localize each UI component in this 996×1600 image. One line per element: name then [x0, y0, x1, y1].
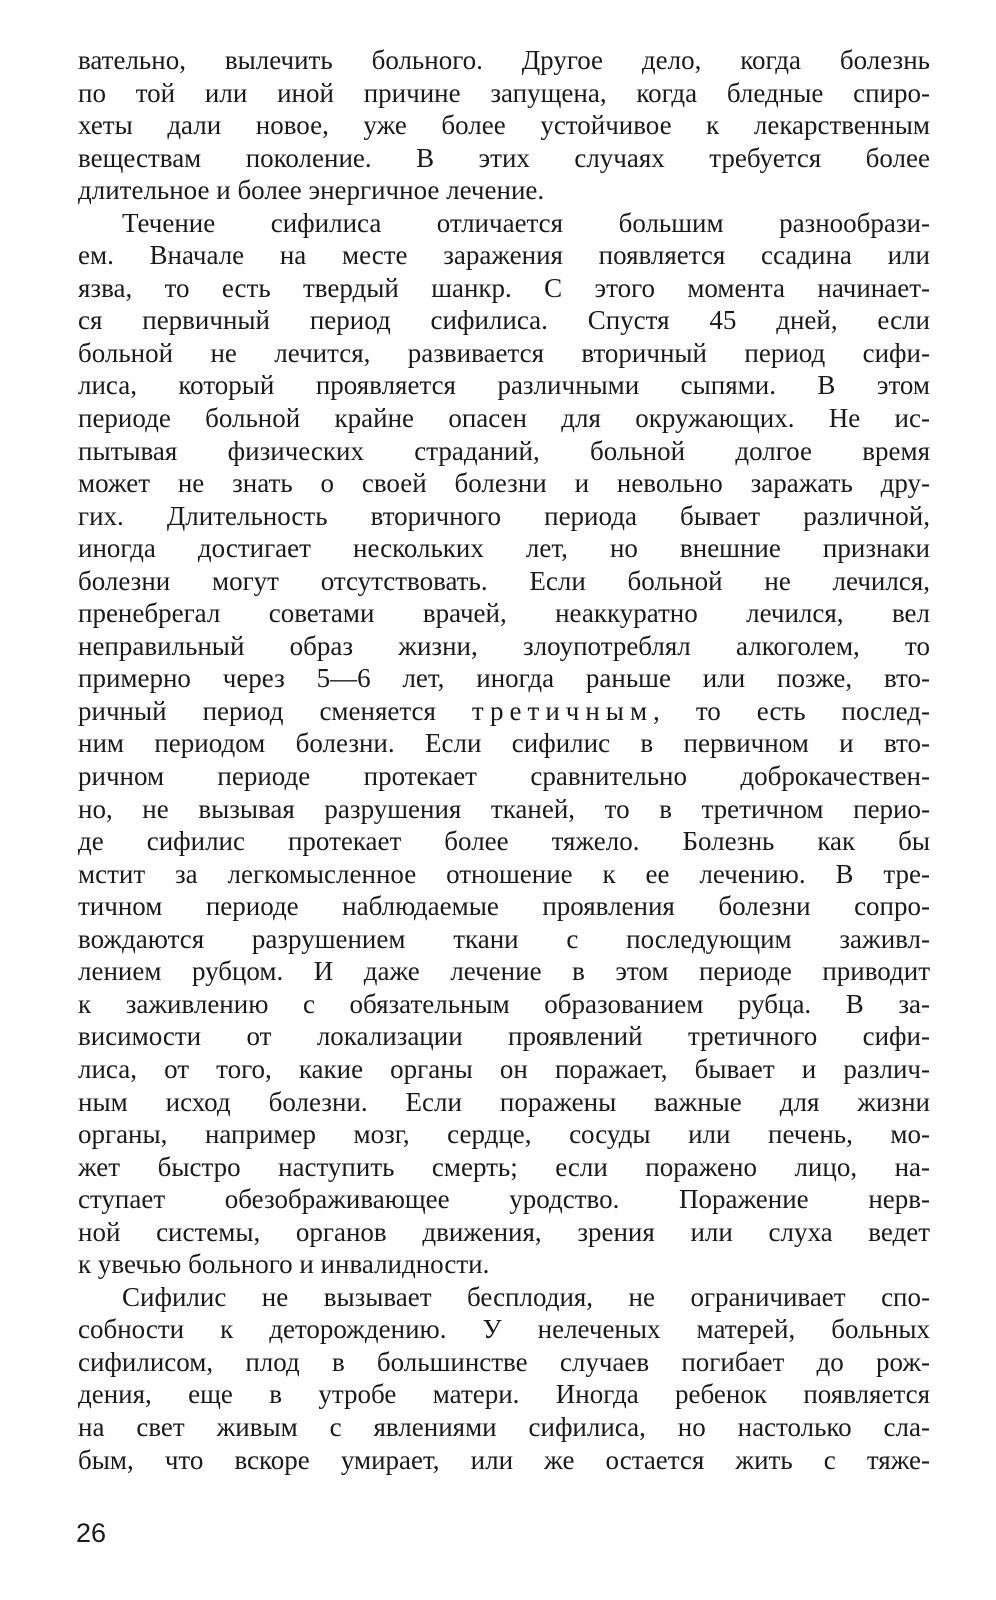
text-line: ним периодом болезни. Если сифилис в первичном и вто- [78, 728, 930, 759]
text-line: Течение сифилиса отличается большим разнообрази- [122, 207, 930, 238]
emphasized-term: третичным [471, 695, 654, 726]
text-line: ным исход болезни. Если поражены важные для жизни [78, 1086, 930, 1117]
text-line: лением рубцом. И даже лечение в этом периоде приводит [78, 956, 930, 987]
paragraph-3 [78, 1281, 930, 1476]
text-line: лиса, от того, какие органы он поражает, бывает и различ- [78, 1053, 930, 1084]
text-line: пренебрегал советами врачей, неаккуратно лечился, вел [78, 598, 930, 629]
text-line: длительное и более энергичное лечение. [78, 175, 545, 206]
text-line: собности к деторождению. У нелеченых матерей, больных [78, 1314, 930, 1345]
text-line: неправильный образ жизни, злоупотреблял алкоголем, то [78, 630, 930, 661]
text-line: вательно, вылечить больного. Другое дело, когда болезнь [78, 45, 930, 75]
text-line: органы, например мозг, сердце, сосуды или печень, мо- [78, 1119, 930, 1150]
text-line: висимости от локализации проявлений третичного сифи- [78, 1021, 930, 1052]
text-line [78, 695, 930, 728]
text-line: веществам поколение. В этих случаях требуется более [78, 142, 930, 173]
text-line: вождаются разрушением ткани с последующим заживл- [78, 923, 930, 954]
text-line: по той или иной причине запущена, когда бледные спиро- [78, 77, 930, 108]
text-line: ем. Вначале на месте заражения появляется ссадина или [78, 240, 930, 271]
text-line: дения, еще в утробе матери. Иногда ребенок появляется [78, 1379, 930, 1410]
text-line: жет быстро наступить смерть; если поражено лицо, на- [78, 1151, 930, 1182]
text-line: болезни могут отсутствовать. Если больной не лечился, [78, 565, 930, 596]
text-line: ной системы, органов движения, зрения или слуха ведет [78, 1216, 930, 1247]
text-line: хеты дали новое, уже более устойчивое к лекарственным [78, 110, 930, 141]
text-line: иногда достигает нескольких лет, но внешние признаки [78, 533, 930, 564]
text-line: к увечью больного и инвалидности. [78, 1249, 490, 1280]
document-page [78, 44, 930, 1476]
text-line: но, не вызывая разрушения тканей, то в третичном перио- [78, 793, 930, 824]
text-line: бым, что вскоре умирает, или же остается жить с тяже- [78, 1444, 930, 1475]
text-fragment: , то есть послед- [653, 695, 930, 726]
text-line: ся первичный период сифилиса. Спустя 45 дней, если [78, 305, 930, 336]
text-line: де сифилис протекает более тяжело. Болезнь как бы [78, 826, 930, 857]
paragraph-1 [78, 44, 930, 207]
text-line: может не знать о своей болезни и невольно заражать дру- [78, 468, 930, 499]
text-line: на свет живым с явлениями сифилиса, но настолько сла- [78, 1411, 930, 1442]
text-line: примерно через 5—6 лет, иногда раньше или позже, вто- [78, 663, 930, 694]
text-line: периоде больной крайне опасен для окружающих. Не ис- [78, 403, 930, 434]
page-number: 26 [76, 1518, 107, 1548]
text-line: мстит за легкомысленное отношение к ее лечению. В тре- [78, 858, 930, 889]
text-line: ступает обезображивающее уродство. Поражение нерв- [78, 1184, 930, 1215]
text-line: тичном периоде наблюдаемые проявления болезни сопро- [78, 891, 930, 922]
text-fragment: ричный период сменяется [78, 695, 436, 726]
text-line: язва, то есть твердый шанкр. С этого момента начинает- [78, 272, 930, 303]
text-line: гих. Длительность вторичного периода бывает различной, [78, 500, 930, 531]
text-line: пытывая физических страданий, больной долгое время [78, 435, 930, 466]
text-line: к заживлению с обязательным образованием рубца. В за- [78, 988, 930, 1019]
text-line: сифилисом, плод в большинстве случаев погибает до рож- [78, 1346, 930, 1377]
paragraph-2 [78, 207, 930, 1281]
text-line: лиса, который проявляется различными сыпями. В этом [78, 370, 930, 401]
text-line: больной не лечится, развивается вторичный период сифи- [78, 337, 930, 368]
text-line: ричном периоде протекает сравнительно доброкачествен- [78, 761, 930, 792]
text-line: Сифилис не вызывает бесплодия, не ограничивает спо- [122, 1281, 930, 1312]
